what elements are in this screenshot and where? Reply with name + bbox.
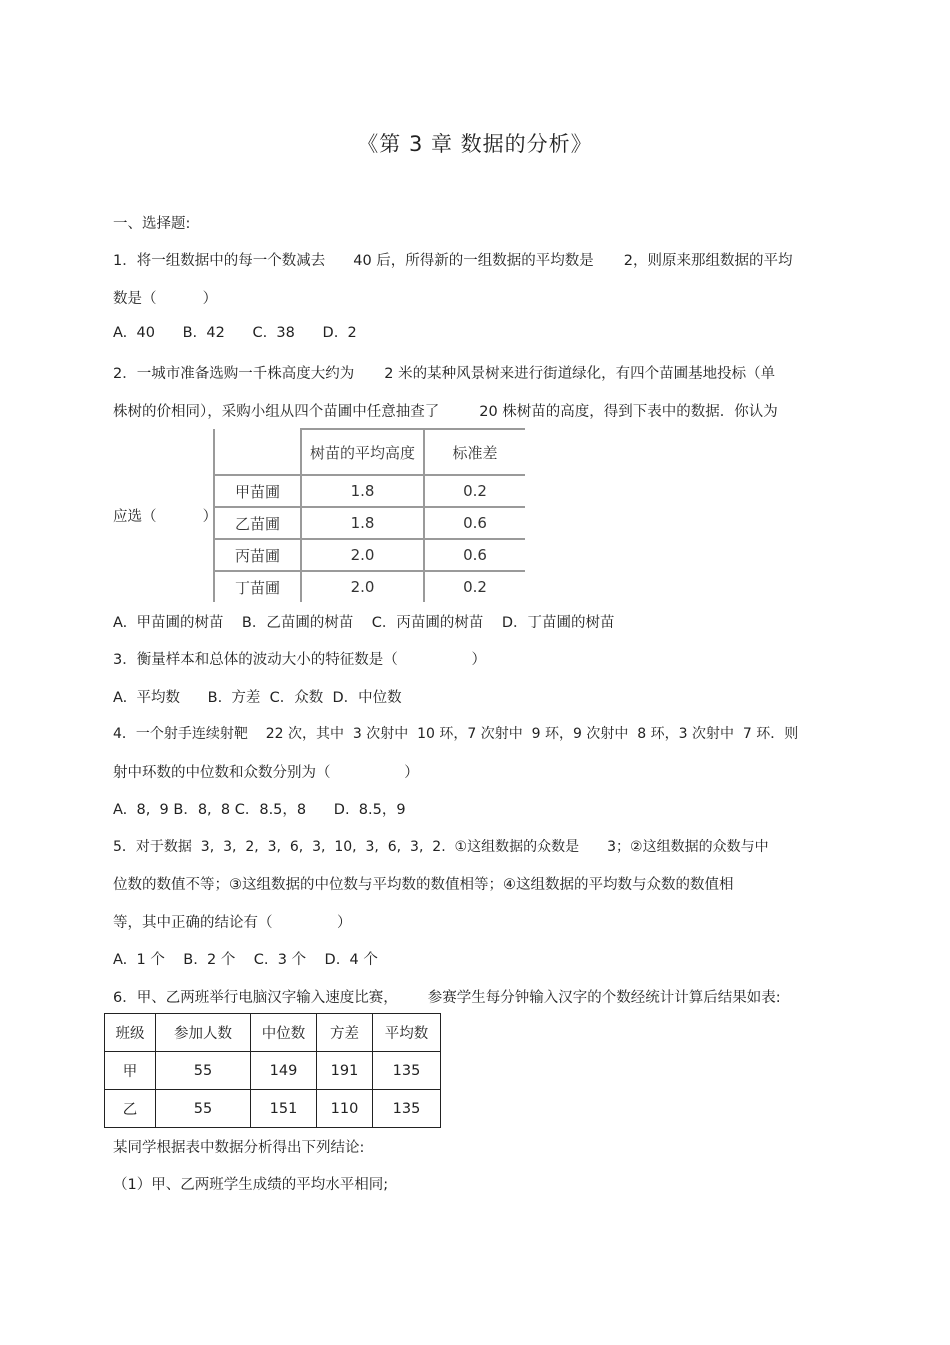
- q2-line1-b: 2 米的某种风景树来进行街道绿化，有四个苗圃基地投标（单: [384, 366, 776, 382]
- table-cell: 110: [317, 1090, 373, 1128]
- table-cell: 55: [156, 1052, 251, 1090]
- q6-line1-a: 6．甲、乙两班举行电脑汉字输入速度比赛，: [113, 990, 398, 1006]
- table-header-cell: 参加人数: [156, 1014, 251, 1052]
- table-header-row: [214, 429, 525, 475]
- table-cell: 0.6: [424, 539, 525, 571]
- table-header-cell: 方差: [317, 1014, 373, 1052]
- q1-line2: 数是（ ）: [113, 291, 218, 307]
- section-heading: 一、选择题:: [113, 216, 191, 232]
- q5-line1-b: 3；②这组数据的众数与中: [607, 839, 769, 855]
- table-cell: 0.2: [424, 571, 525, 602]
- table-header-cell: 中位数: [251, 1014, 317, 1052]
- q2-line3: 应选（ ）: [113, 509, 218, 525]
- q6-line1-b: 参赛学生每分钟输入汉字的个数经统计计算后结果如表:: [427, 990, 781, 1006]
- q5-options: A. 1 个 B. 2 个 C. 3 个 D. 4 个: [113, 952, 378, 968]
- table-header-row: [105, 1014, 441, 1052]
- q3-options: A. 平均数 B. 方差 C．众数 D．中位数: [113, 690, 402, 706]
- q1-line1: [113, 249, 793, 270]
- q2-line2-b: 20 株树苗的高度，得到下表中的数据．你认为: [479, 404, 778, 420]
- table-cell: 甲苗圃: [214, 475, 301, 507]
- q3-line1: 3．衡量样本和总体的波动大小的特征数是（ ）: [113, 652, 486, 668]
- table-cell: 2.0: [301, 571, 424, 602]
- q5-line3: 等，其中正确的结论有（ ）: [113, 915, 352, 931]
- table-row: [105, 1052, 441, 1090]
- typing-contest-table: [104, 1013, 441, 1128]
- table-header-cell: [214, 429, 301, 475]
- table-cell: 0.2: [424, 475, 525, 507]
- q1-line1-c: 2，则原来那组数据的平均: [623, 253, 793, 269]
- table-cell: 0.6: [424, 507, 525, 539]
- table-row: [214, 571, 525, 602]
- nursery-table: [213, 428, 525, 602]
- table-cell: 2.0: [301, 539, 424, 571]
- q2-line1: [113, 362, 775, 383]
- q2-line2: [113, 400, 778, 421]
- q2-options: A. 甲苗圃的树苗 B．乙苗圃的树苗 C．丙苗圃的树苗 D．丁苗圃的树苗: [113, 615, 615, 631]
- q2-line1-a: 2．一城市准备选购一千株高度大约为: [113, 366, 355, 382]
- q2-line2-a: 株树的价相同），采购小组从四个苗圃中任意抽查了: [113, 404, 440, 420]
- table-row: [214, 539, 525, 571]
- q1-options: A. 40 B. 42 C. 38 D. 2: [113, 325, 357, 341]
- table-cell: 丙苗圃: [214, 539, 301, 571]
- q1-line1-b: 40 后，所得新的一组数据的平均数是: [353, 253, 594, 269]
- table-cell: 乙: [105, 1090, 156, 1128]
- table-cell: 135: [373, 1090, 441, 1128]
- q5-line1: [113, 836, 769, 856]
- q4-line2: 射中环数的中位数和众数分别为（ ）: [113, 765, 419, 781]
- table-cell: 149: [251, 1052, 317, 1090]
- q5-line1-a: 5．对于数据 3, 3, 2, 3, 6, 3, 10, 3, 6, 3, 2. ①这组数据的众数是: [113, 839, 580, 855]
- table-row: [214, 475, 525, 507]
- table-header-cell: 标准差: [424, 429, 525, 475]
- table-cell: 甲: [105, 1052, 156, 1090]
- q6-line1: [113, 986, 781, 1007]
- table-header-cell: 树苗的平均高度: [301, 429, 424, 475]
- table-row: [214, 507, 525, 539]
- q1-line1-a: 1．将一组数据中的每一个数减去: [113, 253, 326, 269]
- table-cell: 135: [373, 1052, 441, 1090]
- table-header-cell: 班级: [105, 1014, 156, 1052]
- page-title: 《第 3 章 数据的分析》: [357, 132, 593, 156]
- table-cell: 1.8: [301, 507, 424, 539]
- table-cell: 55: [156, 1090, 251, 1128]
- q6-line3: （1）甲、乙两班学生成绩的平均水平相同;: [113, 1177, 389, 1193]
- table-cell: 151: [251, 1090, 317, 1128]
- table-row: [105, 1090, 441, 1128]
- table-cell: 丁苗圃: [214, 571, 301, 602]
- table-cell: 1.8: [301, 475, 424, 507]
- table-cell: 191: [317, 1052, 373, 1090]
- table-cell: 乙苗圃: [214, 507, 301, 539]
- q4-options: A. 8, 9 B．8, 8 C．8.5，8 D. 8.5，9: [113, 802, 406, 818]
- q4-line1: 4．一个射手连续射靶 22 次，其中 3 次射中 10 环，7 次射中 9 环，9 次射中 8 环，3 次射中 7 环．则: [113, 726, 799, 742]
- q6-line2: 某同学根据表中数据分析得出下列结论:: [113, 1140, 365, 1156]
- table-header-cell: 平均数: [373, 1014, 441, 1052]
- q5-line2: 位数的数值不等；③这组数据的中位数与平均数的数值相等；④这组数据的平均数与众数的数值相: [113, 877, 734, 893]
